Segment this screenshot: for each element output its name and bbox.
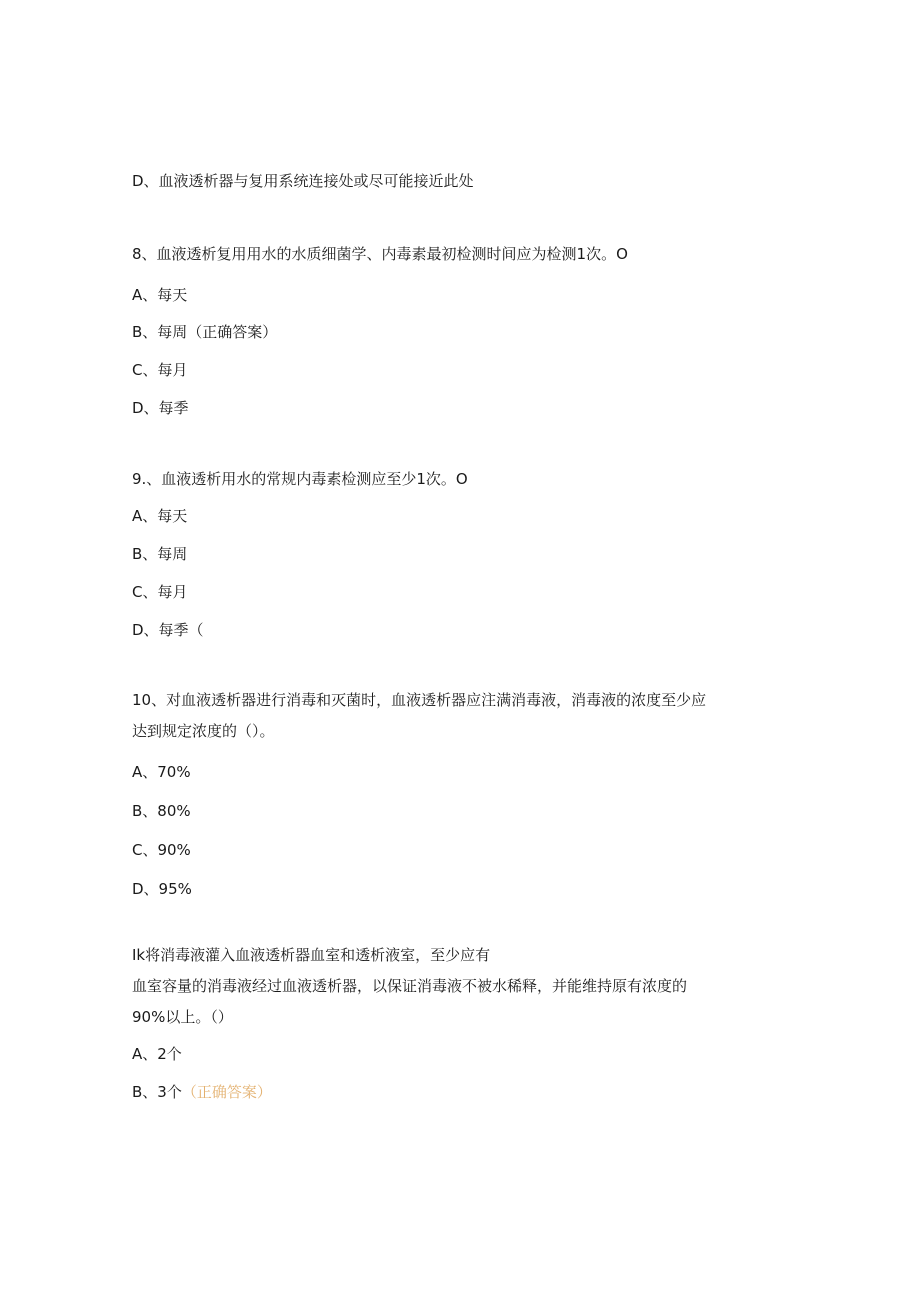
q11-option-b-label: B、3个 xyxy=(132,1083,182,1101)
q9-stem: 9.、血液透析用水的常规内毒素检测应至少1次。O xyxy=(132,470,468,488)
q8-stem: 8、血液透析复用用水的水质细菌学、内毒素最初检测时间应为检测1次。O xyxy=(132,245,628,263)
q11-stem-line-3: 90%以上。（） xyxy=(132,1008,233,1026)
q9-option-d: D、每季（ xyxy=(132,621,204,639)
q10-option-b: B、80% xyxy=(132,802,191,820)
q8-option-c: C、每月 xyxy=(132,361,188,379)
q11-option-b xyxy=(132,1082,272,1102)
q10-option-a: A、70% xyxy=(132,763,191,781)
q11-stem-line-2: 血室容量的消毒液经过血液透析器，以保证消毒液不被水稀释，并能维持原有浓度的 xyxy=(132,977,688,995)
q8-option-a: A、每天 xyxy=(132,286,188,304)
q10-option-c: C、90% xyxy=(132,841,191,859)
q8-option-b: B、每周（正确答案） xyxy=(132,323,278,341)
q10-stem-line-2: 达到规定浓度的（）。 xyxy=(132,722,275,740)
q9-option-b: B、每周 xyxy=(132,545,188,563)
q8-option-d: D、每季 xyxy=(132,399,189,417)
q11-stem-line-1: Ik将消毒液灌入血液透析器血室和透析液室，至少应有 xyxy=(132,946,491,964)
q7-option-d: D、血液透析器与复用系统连接处或尽可能接近此处 xyxy=(132,172,474,190)
q11-option-a: A、2个 xyxy=(132,1045,182,1063)
q11-option-b-answer-tag: （正确答案） xyxy=(181,1083,272,1101)
q10-stem-line-1: 10、对血液透析器进行消毒和灭菌时，血液透析器应注满消毒液，消毒液的浓度至少应 xyxy=(132,691,707,709)
q9-option-c: C、每月 xyxy=(132,583,188,601)
q9-option-a: A、每天 xyxy=(132,507,188,525)
q10-option-d: D、95% xyxy=(132,880,192,898)
